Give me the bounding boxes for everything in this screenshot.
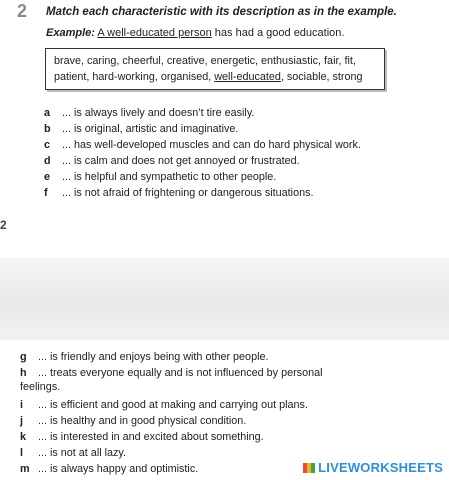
item-text: ... has well-developed muscles and can do hard physical work. xyxy=(62,139,361,151)
list-item xyxy=(20,398,360,412)
example-rest: has had a good education. xyxy=(211,27,345,39)
item-text: ... is always happy and optimistic. xyxy=(38,463,199,475)
word-bank-line-1: brave, caring, cheerful, creative, energetic, enthusiastic, fair, fit, xyxy=(54,55,356,67)
example-label: Example: xyxy=(46,27,95,39)
list-item xyxy=(44,123,238,135)
list-item xyxy=(44,139,361,151)
word-bank-line-2 xyxy=(54,69,376,85)
item-text: ... is interested in and excited about something. xyxy=(38,431,264,443)
item-text: ... is helpful and sympathetic to other people. xyxy=(62,171,277,183)
list-item xyxy=(20,366,360,394)
list-item xyxy=(44,187,313,199)
item-letter: h xyxy=(20,367,27,379)
liveworksheets-watermark xyxy=(303,460,443,475)
item-letter: j xyxy=(20,415,23,427)
item-letter: a xyxy=(44,107,51,119)
item-letter: f xyxy=(44,187,48,199)
item-letter: b xyxy=(44,123,51,135)
list-item xyxy=(44,155,300,167)
item-text: ... is not afraid of frightening or dangerous situations. xyxy=(62,187,314,199)
page-gap-band xyxy=(0,258,449,340)
word-bank-line-2-start: patient, hard-working, organised, xyxy=(54,71,215,83)
list-item xyxy=(44,171,276,183)
item-letter: d xyxy=(44,155,51,167)
exercise-number: 2 xyxy=(17,1,28,21)
list-item xyxy=(44,107,254,119)
liveworksheets-logo-icon xyxy=(303,463,315,473)
item-text: ... is original, artistic and imaginative. xyxy=(62,123,239,135)
item-letter: m xyxy=(20,463,30,475)
list-item xyxy=(20,350,360,364)
word-bank-box xyxy=(45,48,385,90)
page-margin-mark: 2 xyxy=(0,218,7,232)
word-bank-line-2-end: , sociable, strong xyxy=(280,71,363,83)
list-item xyxy=(20,446,360,460)
item-letter: g xyxy=(20,351,27,363)
item-text: ... is friendly and enjoys being with other people. xyxy=(38,351,269,363)
list-item xyxy=(20,414,360,428)
item-text: ... is always lively and doesn’t tire easily. xyxy=(62,107,255,119)
item-letter: c xyxy=(44,139,51,151)
example-sentence xyxy=(46,27,344,39)
item-text: ... treats everyone equally and is not influenced by personal xyxy=(38,367,323,379)
item-letter: k xyxy=(20,431,27,443)
item-text: ... is not at all lazy. xyxy=(38,447,127,459)
word-bank-example-word: well-educated xyxy=(214,71,281,83)
example-underlined-phrase: A well-educated person xyxy=(97,27,212,39)
item-text: ... is efficient and good at making and carrying out plans. xyxy=(38,399,308,411)
item-letter: e xyxy=(44,171,51,183)
list-item xyxy=(20,430,360,444)
item-text: ... is calm and does not get annoyed or frustrated. xyxy=(62,155,300,167)
watermark-text: LIVEWORKSHEETS xyxy=(318,460,443,475)
item-text-continued: feelings. xyxy=(20,381,61,393)
item-letter: i xyxy=(20,399,23,411)
item-letter: l xyxy=(20,447,23,459)
exercise-instruction: Match each characteristic with its description as in the example. xyxy=(46,6,397,18)
item-text: ... is healthy and in good physical condition. xyxy=(38,415,247,427)
